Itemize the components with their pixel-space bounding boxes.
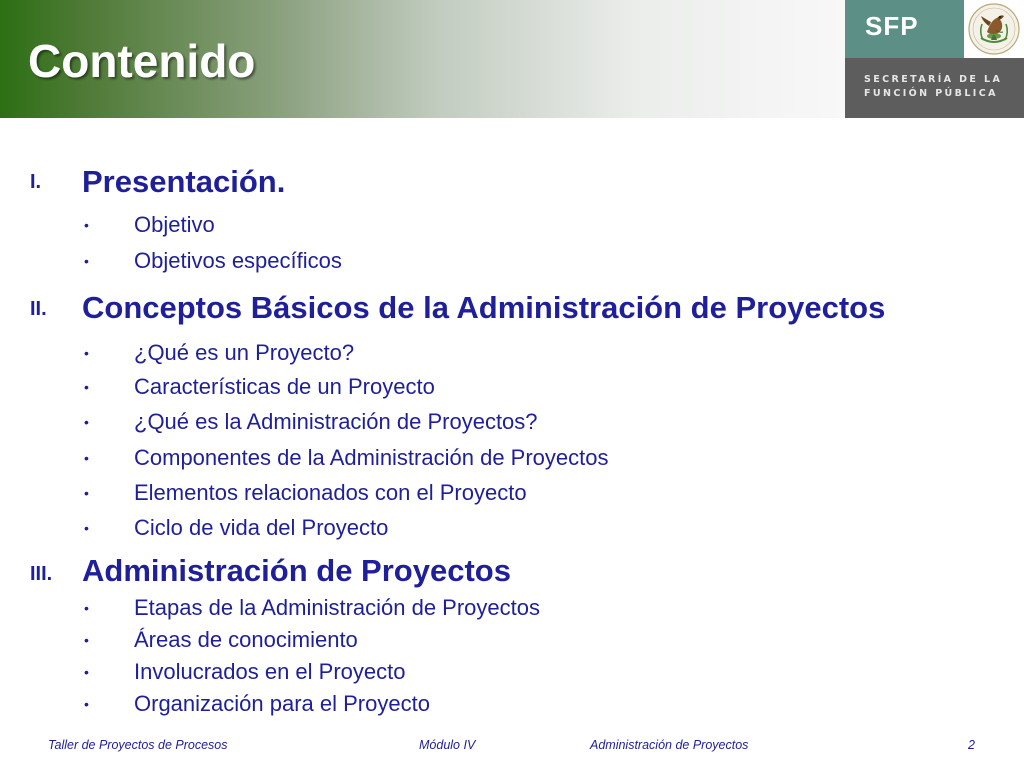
list-item-label: Elementos relacionados con el Proyecto xyxy=(134,480,527,505)
list-item xyxy=(0,480,1024,510)
bullet-icon: • xyxy=(84,253,89,269)
list-item-label: Etapas de la Administración de Proyectos xyxy=(134,595,541,620)
bullet-icon: • xyxy=(84,485,89,501)
seal-box xyxy=(964,0,1024,58)
list-item-label: Objetivo xyxy=(134,212,215,237)
sfp-acronym-box xyxy=(845,0,964,58)
list-item-label: Ciclo de vida del Proyecto xyxy=(134,515,389,540)
section-title: Presentación. xyxy=(82,164,286,199)
list-item xyxy=(0,691,1024,721)
bullet-icon: • xyxy=(84,414,89,430)
bullet-icon: • xyxy=(84,600,89,616)
list-item-label: Componentes de la Administración de Proyectos xyxy=(134,445,609,470)
footer-page-number: 2 xyxy=(968,738,975,752)
list-item-label: ¿Qué es la Administración de Proyectos? xyxy=(134,409,538,434)
agency-name xyxy=(864,73,1024,101)
sfp-acronym: SFP xyxy=(865,11,919,41)
title-banner xyxy=(0,0,845,118)
bullet-icon: • xyxy=(84,632,89,648)
list-item xyxy=(0,409,1024,439)
section-number: I. xyxy=(30,171,42,193)
list-item-label: Organización para el Proyecto xyxy=(134,691,430,716)
bullet-icon: • xyxy=(84,664,89,680)
section-title: Conceptos Básicos de la Administración de Proyectos xyxy=(82,290,886,325)
list-item xyxy=(0,595,1024,625)
footer-course-name: Taller de Proyectos de Procesos xyxy=(48,738,228,752)
slide-title: Contenido xyxy=(28,35,256,87)
list-item xyxy=(0,659,1024,689)
bullet-icon: • xyxy=(84,345,89,361)
bullet-icon: • xyxy=(84,696,89,712)
list-item xyxy=(0,515,1024,545)
bullet-icon: • xyxy=(84,520,89,536)
list-item xyxy=(0,212,1024,242)
section-number: II. xyxy=(30,298,47,320)
footer-topic: Administración de Proyectos xyxy=(590,738,749,752)
mexican-coat-of-arms-icon xyxy=(967,2,1021,56)
footer-module: Módulo IV xyxy=(419,738,476,752)
list-item-label: Involucrados en el Proyecto xyxy=(134,659,406,684)
list-item-label: Características de un Proyecto xyxy=(134,374,435,399)
bullet-icon: • xyxy=(84,450,89,466)
list-item-label: Áreas de conocimiento xyxy=(134,627,358,652)
agency-name-line-2: FUNCIÓN PÚBLICA xyxy=(864,88,998,99)
section-title: Administración de Proyectos xyxy=(82,553,511,588)
bullet-icon: • xyxy=(84,217,89,233)
list-item xyxy=(0,374,1024,404)
bullet-icon: • xyxy=(84,379,89,395)
agency-name-line-1: SECRETARÍA DE LA xyxy=(864,74,1003,85)
list-item xyxy=(0,445,1024,475)
list-item-label: ¿Qué es un Proyecto? xyxy=(134,340,355,365)
list-item xyxy=(0,627,1024,657)
list-item xyxy=(0,248,1024,278)
list-item-label: Objetivos específicos xyxy=(134,248,342,273)
logo-top-bar xyxy=(845,0,1024,58)
list-item xyxy=(0,340,1024,370)
sfp-logo xyxy=(845,0,1024,118)
section-number: III. xyxy=(30,563,53,585)
